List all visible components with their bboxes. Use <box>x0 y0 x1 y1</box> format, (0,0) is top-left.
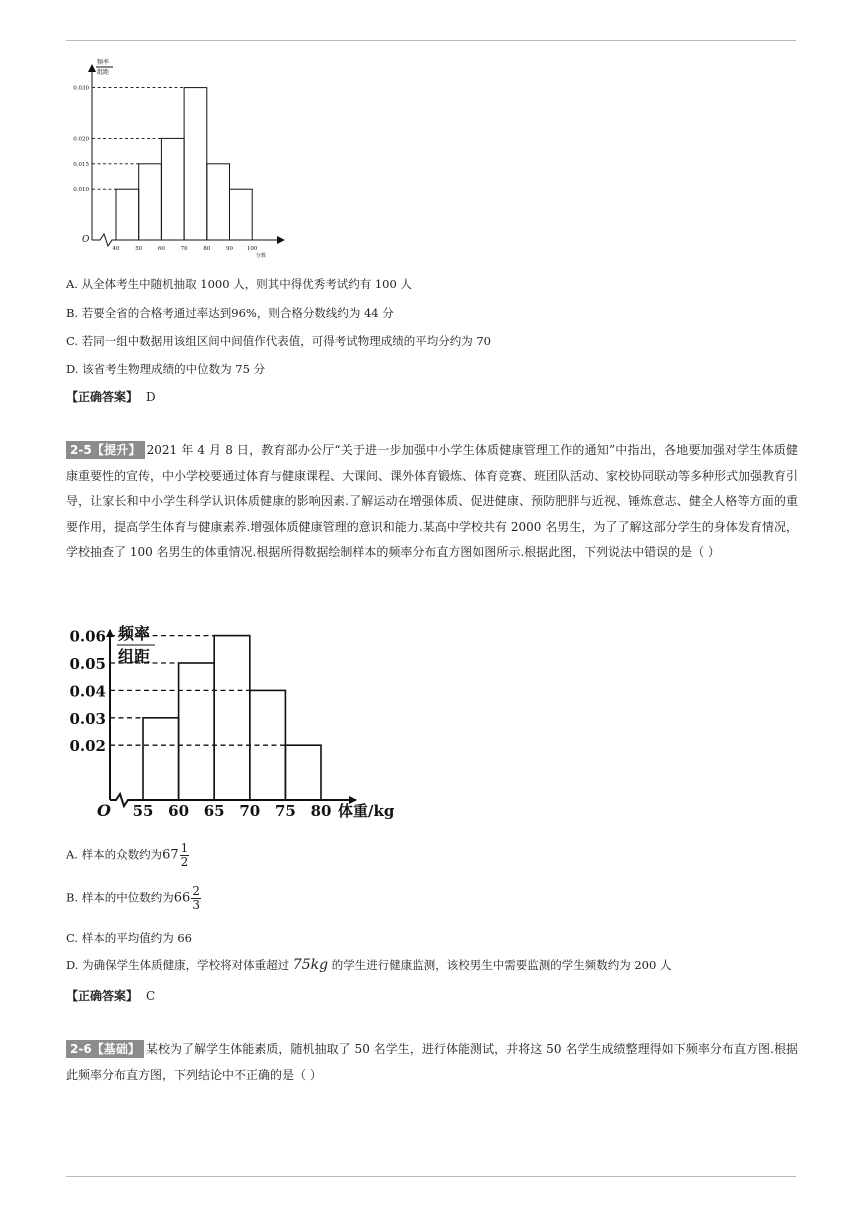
y-tick-label: 0.030 <box>73 85 89 92</box>
answer-label: 【正确答案】 <box>66 989 139 1003</box>
x-tick-label: 80 <box>310 802 332 820</box>
y-tick-label: 0.015 <box>73 161 89 168</box>
answer-label: 【正确答案】 <box>66 390 139 404</box>
q2-option-a-prefix: A. 样本的众数约为 <box>66 847 163 862</box>
y-axis-arrow <box>88 64 96 72</box>
q1-option-c: C. 若同一组中数据用该组区间中间值作代表值，可得考试物理成绩的平均分约为 70 <box>66 334 491 348</box>
q2-text: 2021 年 4 月 8 日，教育部办公厅“关于进一步加强中小学生体质健康管理工作的通知”中指出，各地要加强对学生体质健康重要性的宣传，中小学校要通过体育与健康课程、大课间、课外体育锻炼、体育竞赛、班团队活动、家校协同联动等多种形式加强教育引导，让家长和中小学生科学认识体质健康的影响因素.了解运动在增强体质、促进健康、预防肥胖与近视、锤炼意志、健全人格等方面的重要作用，提高学生体育与健康素养.增强体质健康管理的意识和能力.某高中学校共有 2000 名男生，为了了解这部分学生的身体发育情况，学校抽查了 100 名男生的体重情况.根据所得数据绘制样本的频率分布直方图如图所示.根据此图，下列说法中错误的是（ ） <box>66 443 799 559</box>
histogram-bar <box>179 663 215 800</box>
q1-option-d: D. 该省考生物理成绩的中位数为 75 分 <box>66 362 266 376</box>
q2-option-b <box>66 885 201 912</box>
histogram-bar <box>207 164 230 240</box>
denominator: 3 <box>192 898 200 912</box>
q2-option-a <box>66 842 189 869</box>
x-tick-label: 65 <box>203 802 225 820</box>
fraction <box>180 842 190 869</box>
y-tick-label: 0.04 <box>69 682 106 701</box>
footer-rule <box>66 1176 796 1177</box>
q1-answer <box>66 388 156 405</box>
numerator: 2 <box>192 884 200 898</box>
y-axis-label-bottom: 组距 <box>118 647 151 666</box>
q3-tag: 2-6【基础】 <box>66 1040 144 1058</box>
denominator: 2 <box>180 855 189 869</box>
y-tick-label: 0.06 <box>69 627 106 646</box>
x-tick-label: 60 <box>168 802 190 820</box>
q2-option-d-prefix: D. 为确保学生体质健康，学校将对体重超过 <box>66 958 290 972</box>
x-tick-label: 70 <box>180 246 188 252</box>
q2-option-a-whole: 67 <box>162 847 179 863</box>
x-tick-label: 80 <box>203 246 211 252</box>
q2-option-d-math: 75kg <box>292 957 329 973</box>
y-tick-label: 0.03 <box>69 709 106 728</box>
q2-option-d-suffix: 的学生进行健康监测，该校男生中需要监测的学生频数约为 200 人 <box>331 958 672 972</box>
x-tick-label: 55 <box>132 802 154 820</box>
q3-stem <box>66 1037 798 1088</box>
q1-option-b: B. 若要全省的合格考通过率达到96%，则合格分数线约为 44 分 <box>66 306 394 320</box>
x-axis-label: 体重/kg <box>338 802 395 820</box>
y-tick-label: 0.010 <box>73 187 89 194</box>
fraction <box>191 885 201 912</box>
histogram-bar <box>285 745 321 800</box>
y-axis-label-top: 频率 <box>97 59 110 66</box>
q2-answer <box>66 987 155 1004</box>
q2-tag: 2-5【提升】 <box>66 441 145 459</box>
y-tick-label: 0.05 <box>69 655 106 673</box>
histogram-bar <box>214 636 250 800</box>
histogram-bar <box>116 189 139 240</box>
histogram-bar <box>139 164 162 240</box>
answer-value: D <box>146 390 156 404</box>
q2-option-b-prefix: B. 样本的中位数约为 <box>66 890 174 905</box>
y-tick-label: 0.02 <box>69 737 106 756</box>
histogram-bar <box>230 189 253 240</box>
x-tick-label: 90 <box>226 246 233 252</box>
q3-text: 某校为了解学生体能素质，随机抽取了 50 名学生，进行体能测试，并将这 50 名学生成绩整理得如下频率分布直方图.根据此频率分布直方图，下列结论中不正确的是（ ） <box>66 1042 798 1082</box>
header-rule <box>66 40 796 41</box>
q1-option-a: A. 从全体考生中随机抽取 1000 人，则其中得优秀考试约有 100 人 <box>66 277 412 291</box>
q2-option-b-whole: 66 <box>173 890 191 906</box>
x-tick-label: 60 <box>157 246 165 252</box>
origin-label: O <box>97 801 111 820</box>
numerator: 1 <box>180 841 189 855</box>
answer-value: C <box>146 989 156 1003</box>
q2-stem <box>66 438 798 566</box>
histogram-weight <box>66 618 406 828</box>
y-axis-label-bottom: 组距 <box>97 69 110 76</box>
y-axis-label-top: 频率 <box>118 624 151 643</box>
origin-label: O <box>82 235 90 245</box>
x-tick-label: 50 <box>135 246 143 252</box>
y-tick-label: 0.020 <box>73 136 89 143</box>
histogram-score <box>73 55 296 260</box>
x-tick-label: 40 <box>112 246 120 252</box>
q2-option-c: C. 样本的平均值约为 66 <box>66 931 192 945</box>
x-tick-label: 100 <box>246 246 258 252</box>
histogram-bar <box>143 718 179 800</box>
x-axis-label: 分数 <box>256 253 267 259</box>
x-axis-arrow <box>277 236 285 244</box>
histogram-bar <box>184 88 207 240</box>
x-tick-label: 70 <box>239 802 261 820</box>
histogram-bar <box>161 138 184 240</box>
q2-option-d <box>66 957 671 973</box>
x-tick-label: 75 <box>274 802 296 820</box>
